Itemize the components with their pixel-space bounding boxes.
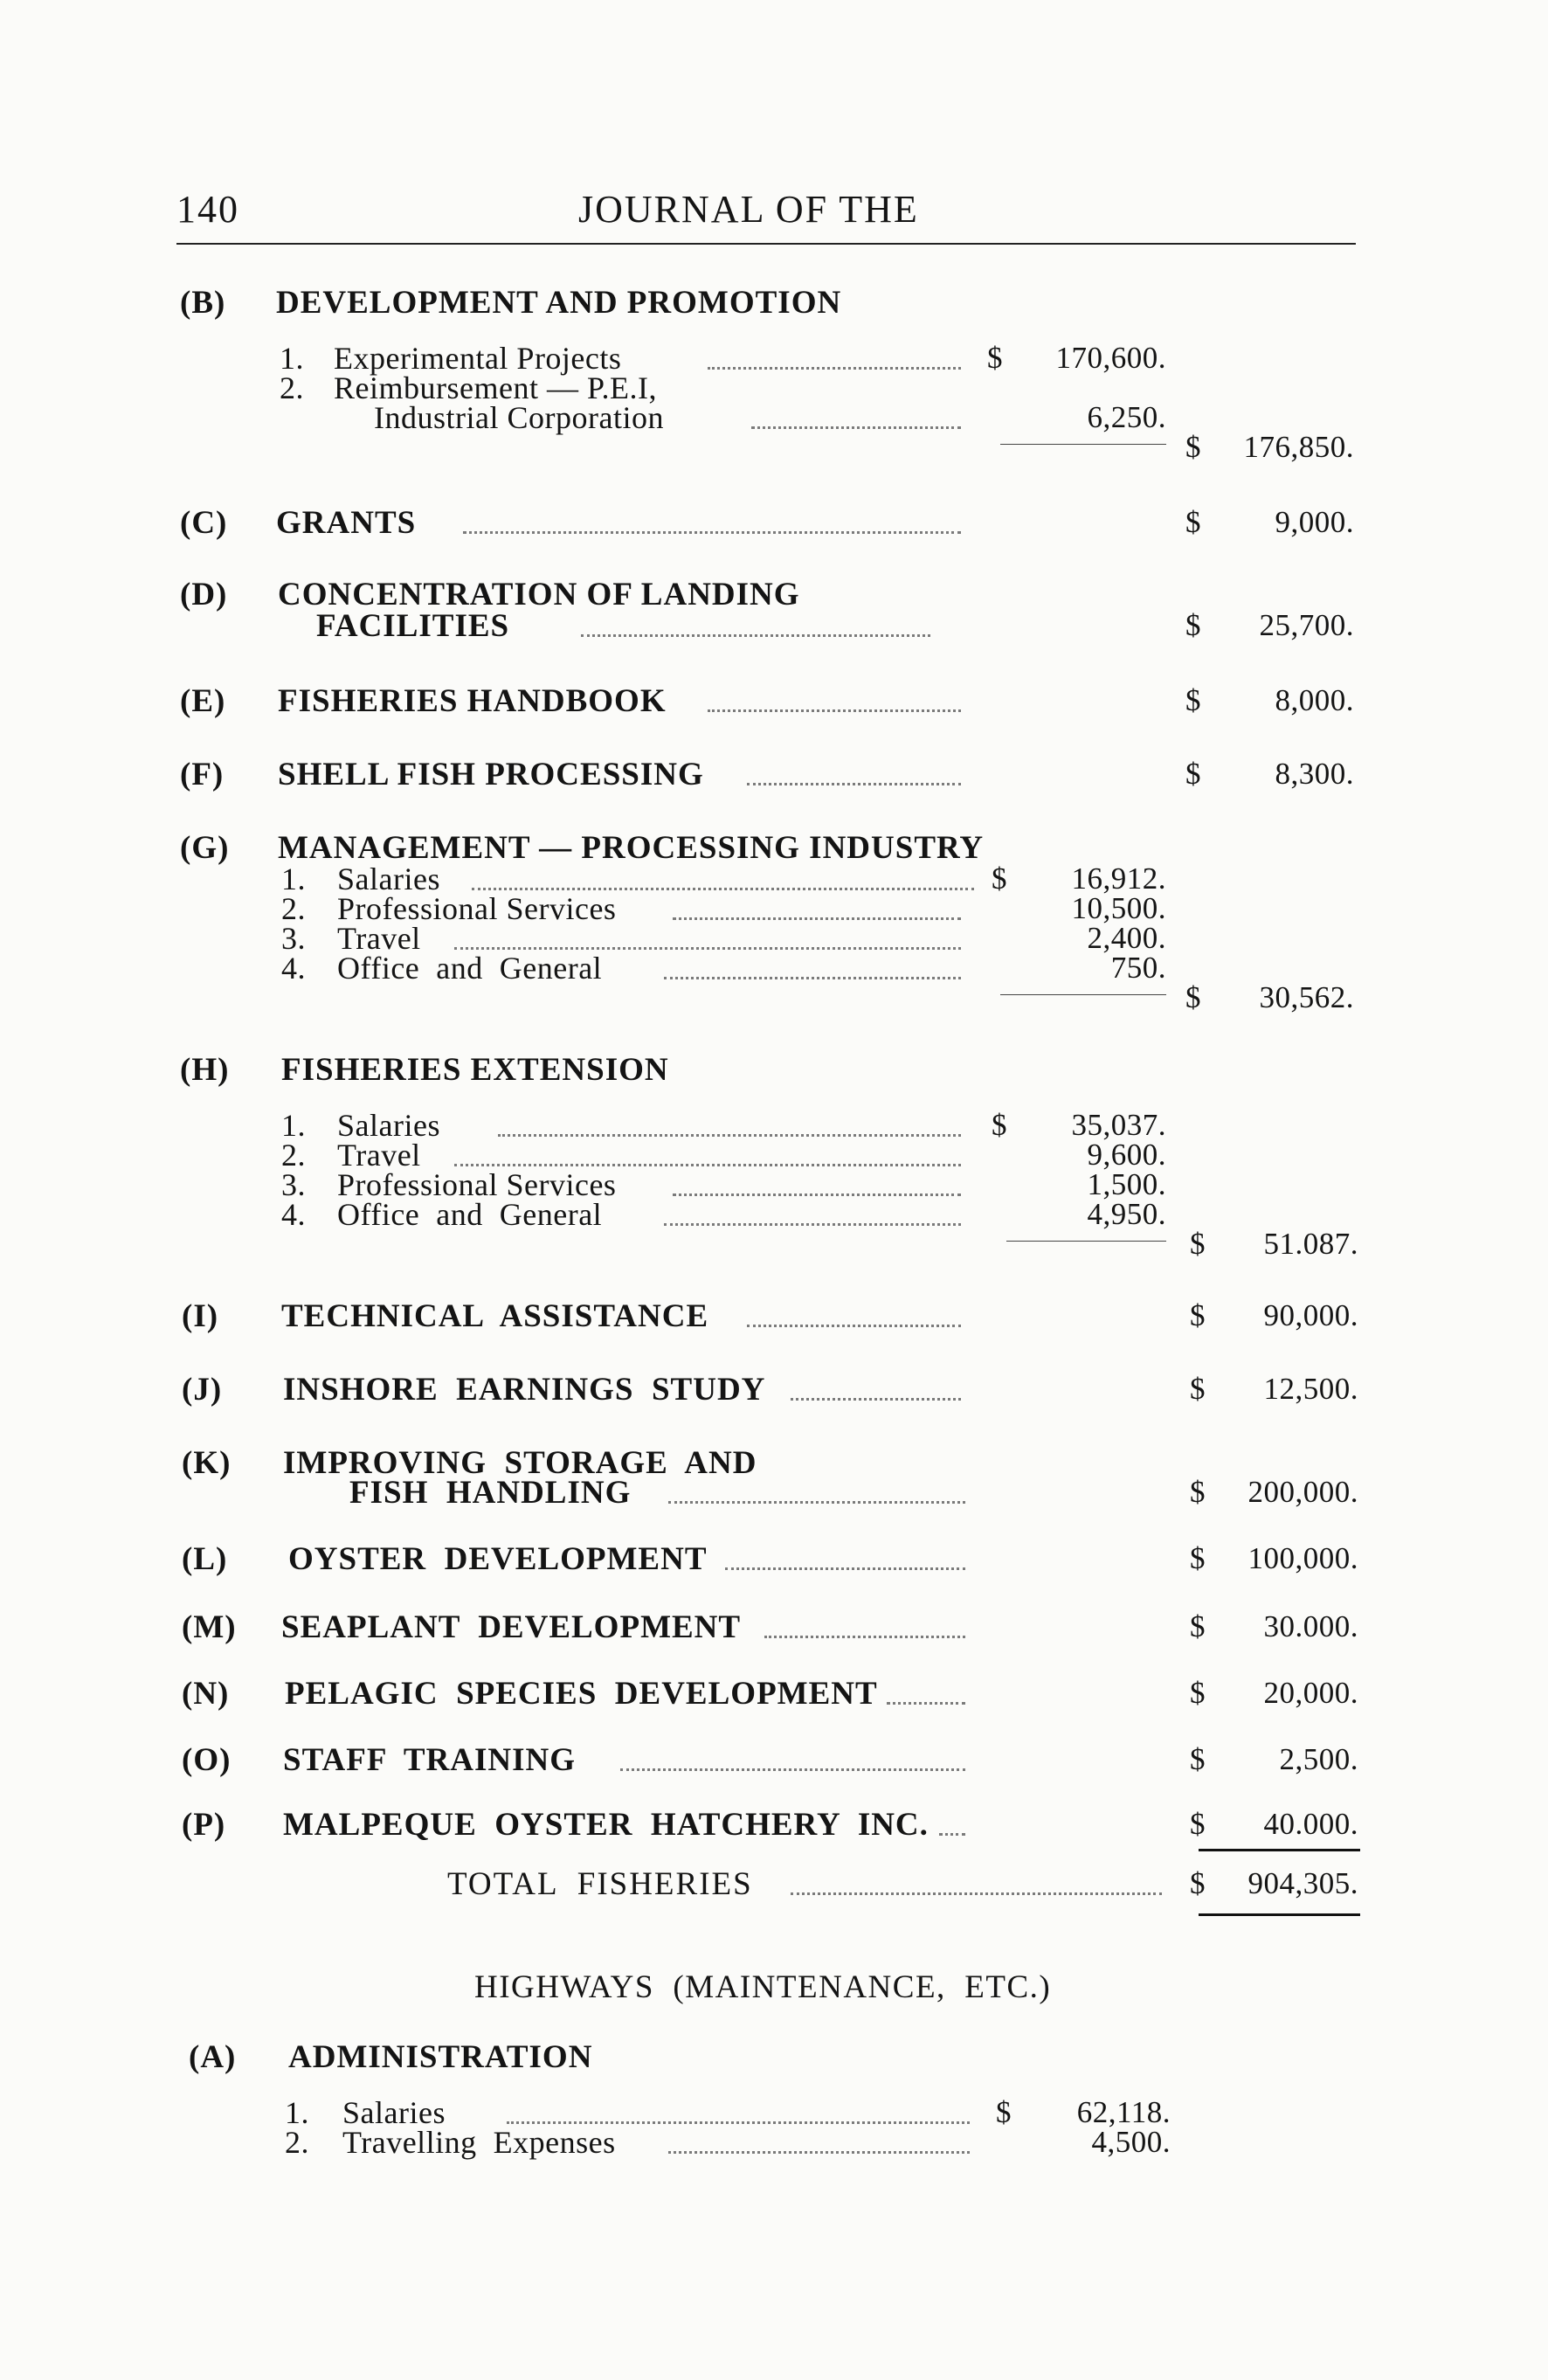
section-total-n: 20,000.	[1263, 1676, 1358, 1710]
item-amount: 1,500.	[1087, 1167, 1166, 1201]
section-total-c: 9,000.	[1275, 505, 1354, 539]
section-total-f: 8,300.	[1275, 757, 1354, 791]
item-text: Office and General	[337, 1197, 603, 1232]
section-label-i: (I)	[182, 1298, 219, 1334]
item-text: Salaries	[337, 1108, 440, 1143]
section-title-h: FISHERIES EXTENSION	[281, 1052, 669, 1088]
section-title-e: FISHERIES HANDBOOK	[278, 683, 667, 719]
section-total-e: 8,000.	[1275, 683, 1354, 717]
total-rule-top	[1199, 1849, 1360, 1851]
item-text: Reimbursement — P.E.I,	[334, 370, 657, 405]
section-label-g: (G)	[180, 830, 230, 866]
dollar-sign: $	[992, 861, 1007, 896]
section-title-j: INSHORE EARNINGS STUDY	[283, 1372, 766, 1408]
subtotal-rule	[1000, 444, 1166, 445]
leader-dots	[939, 1833, 965, 1836]
section-total-j: 12,500.	[1263, 1372, 1358, 1406]
item-number: 3.	[281, 1167, 306, 1202]
section-title-highways-a: ADMINISTRATION	[288, 2039, 593, 2075]
dollar-sign: $	[1190, 1475, 1206, 1509]
section-label-highways-a: (A)	[189, 2039, 237, 2075]
item-amount: 35,037.	[1071, 1108, 1166, 1142]
section-label-f: (F)	[180, 757, 225, 792]
section-total-k: 200,000.	[1247, 1475, 1358, 1509]
section-label-h: (H)	[180, 1052, 230, 1088]
leader-dots	[664, 977, 961, 979]
dollar-sign: $	[1185, 980, 1201, 1014]
grand-total-label: TOTAL FISHERIES	[447, 1866, 753, 1902]
highways-heading: HIGHWAYS (MAINTENANCE, ETC.)	[474, 1969, 1052, 2005]
section-total-m: 30.000.	[1263, 1609, 1358, 1643]
leader-dots	[751, 426, 961, 429]
running-title: JOURNAL OF THE	[578, 188, 919, 231]
leader-dots	[454, 1164, 961, 1166]
leader-dots	[708, 709, 961, 712]
leader-dots	[668, 1501, 965, 1504]
item-amount: 4,500.	[1091, 2125, 1171, 2159]
item-text: Travel	[337, 1138, 421, 1173]
dollar-sign: $	[1190, 1866, 1206, 1900]
leader-dots	[472, 888, 974, 890]
section-title-m: SEAPLANT DEVELOPMENT	[281, 1609, 742, 1645]
leader-dots	[498, 1134, 961, 1137]
item-number: 1.	[280, 341, 304, 376]
section-total-i: 90,000.	[1263, 1298, 1358, 1332]
item-amount: 16,912.	[1071, 861, 1166, 896]
item-text: Salaries	[337, 861, 440, 896]
section-total-g: 30,562.	[1259, 980, 1354, 1014]
section-title-n: PELAGIC SPECIES DEVELOPMENT	[285, 1676, 878, 1712]
leader-dots	[764, 1636, 965, 1638]
item-number: 2.	[280, 370, 304, 405]
section-title-l: OYSTER DEVELOPMENT	[288, 1541, 708, 1577]
section-label-o: (O)	[182, 1742, 232, 1778]
dollar-sign: $	[1190, 1742, 1206, 1776]
page-number: 140	[176, 188, 239, 231]
section-title-k: IMPROVING STORAGE AND	[283, 1445, 757, 1481]
section-total-b: 176,850.	[1243, 430, 1354, 464]
section-label-b: (B)	[180, 285, 226, 321]
section-title-f: SHELL FISH PROCESSING	[278, 757, 704, 792]
leader-dots	[673, 917, 961, 920]
section-label-d: (D)	[180, 577, 228, 612]
item-amount: 750.	[1110, 951, 1166, 985]
leader-dots	[664, 1223, 961, 1226]
leader-dots	[747, 783, 961, 785]
item-amount: 2,400.	[1087, 921, 1166, 955]
leader-dots	[620, 1768, 965, 1771]
leader-dots	[581, 634, 930, 637]
dollar-sign: $	[1185, 505, 1201, 539]
dollar-sign: $	[1185, 608, 1201, 642]
total-rule-bottom	[1199, 1913, 1360, 1916]
item-text: Salaries	[342, 2095, 446, 2130]
item-amount: 10,500.	[1071, 891, 1166, 925]
item-number: 3.	[281, 921, 306, 956]
section-label-e: (E)	[180, 683, 226, 719]
section-title-p: MALPEQUE OYSTER HATCHERY INC.	[283, 1807, 929, 1843]
subtotal-rule	[1006, 1241, 1166, 1242]
section-title-o: STAFF TRAINING	[283, 1742, 577, 1778]
grand-total-amount: 904,305.	[1247, 1866, 1358, 1900]
dollar-sign: $	[1190, 1227, 1206, 1261]
dollar-sign: $	[1190, 1372, 1206, 1406]
leader-dots	[673, 1193, 961, 1196]
dollar-sign: $	[1190, 1807, 1206, 1841]
subtotal-rule	[1000, 994, 1166, 995]
item-number: 2.	[281, 891, 306, 926]
item-amount: 4,950.	[1087, 1197, 1166, 1231]
item-number: 2.	[281, 1138, 306, 1173]
leader-dots	[668, 2151, 970, 2154]
section-label-c: (C)	[180, 505, 228, 541]
leader-dots	[747, 1325, 961, 1327]
header-rule	[176, 243, 1356, 245]
section-title-d: CONCENTRATION OF LANDING	[278, 577, 800, 612]
section-title-b: DEVELOPMENT AND PROMOTION	[276, 285, 842, 321]
item-number: 1.	[281, 861, 306, 896]
dollar-sign: $	[1190, 1609, 1206, 1643]
leader-dots	[725, 1567, 965, 1570]
leader-dots	[791, 1892, 1162, 1895]
section-label-j: (J)	[182, 1372, 223, 1408]
item-text: Office and General	[337, 951, 603, 986]
item-number: 2.	[285, 2125, 309, 2160]
section-total-h: 51.087.	[1263, 1227, 1358, 1261]
section-title-c: GRANTS	[276, 505, 417, 541]
section-label-p: (P)	[182, 1807, 226, 1843]
section-total-d: 25,700.	[1259, 608, 1354, 642]
dollar-sign: $	[996, 2095, 1012, 2129]
section-label-m: (M)	[182, 1609, 237, 1645]
dollar-sign: $	[987, 341, 1003, 375]
dollar-sign: $	[1190, 1298, 1206, 1332]
item-text: Professional Services	[337, 891, 617, 926]
item-text-continued: Industrial Corporation	[374, 400, 664, 435]
item-amount: 62,118.	[1076, 2095, 1171, 2129]
item-text: Professional Services	[337, 1167, 617, 1202]
section-title-i: TECHNICAL ASSISTANCE	[281, 1298, 709, 1334]
section-total-o: 2,500.	[1279, 1742, 1358, 1776]
item-number: 1.	[285, 2095, 309, 2130]
item-text: Experimental Projects	[334, 341, 622, 376]
item-number: 4.	[281, 1197, 306, 1232]
leader-dots	[507, 2121, 970, 2124]
leader-dots	[887, 1702, 965, 1705]
section-title-d-continued: FACILITIES	[316, 608, 510, 644]
dollar-sign: $	[1190, 1676, 1206, 1710]
section-title-k-continued: FISH HANDLING	[349, 1475, 632, 1511]
item-amount: 170,600.	[1055, 341, 1166, 375]
leader-dots	[708, 367, 961, 370]
item-text: Travel	[337, 921, 421, 956]
section-total-l: 100,000.	[1247, 1541, 1358, 1575]
dollar-sign: $	[1185, 757, 1201, 791]
item-number: 1.	[281, 1108, 306, 1143]
dollar-sign: $	[992, 1108, 1007, 1142]
item-amount: 6,250.	[1087, 400, 1166, 434]
section-label-n: (N)	[182, 1676, 230, 1712]
leader-dots	[454, 947, 961, 950]
dollar-sign: $	[1185, 683, 1201, 717]
leader-dots	[463, 531, 961, 534]
section-title-g: MANAGEMENT — PROCESSING INDUSTRY	[278, 830, 985, 866]
dollar-sign: $	[1185, 430, 1201, 464]
item-amount: 9,600.	[1087, 1138, 1166, 1172]
item-text: Travelling Expenses	[342, 2125, 616, 2160]
section-label-k: (K)	[182, 1445, 232, 1481]
leader-dots	[791, 1398, 961, 1401]
dollar-sign: $	[1190, 1541, 1206, 1575]
section-label-l: (L)	[182, 1541, 228, 1577]
section-total-p: 40.000.	[1263, 1807, 1358, 1841]
item-number: 4.	[281, 951, 306, 986]
